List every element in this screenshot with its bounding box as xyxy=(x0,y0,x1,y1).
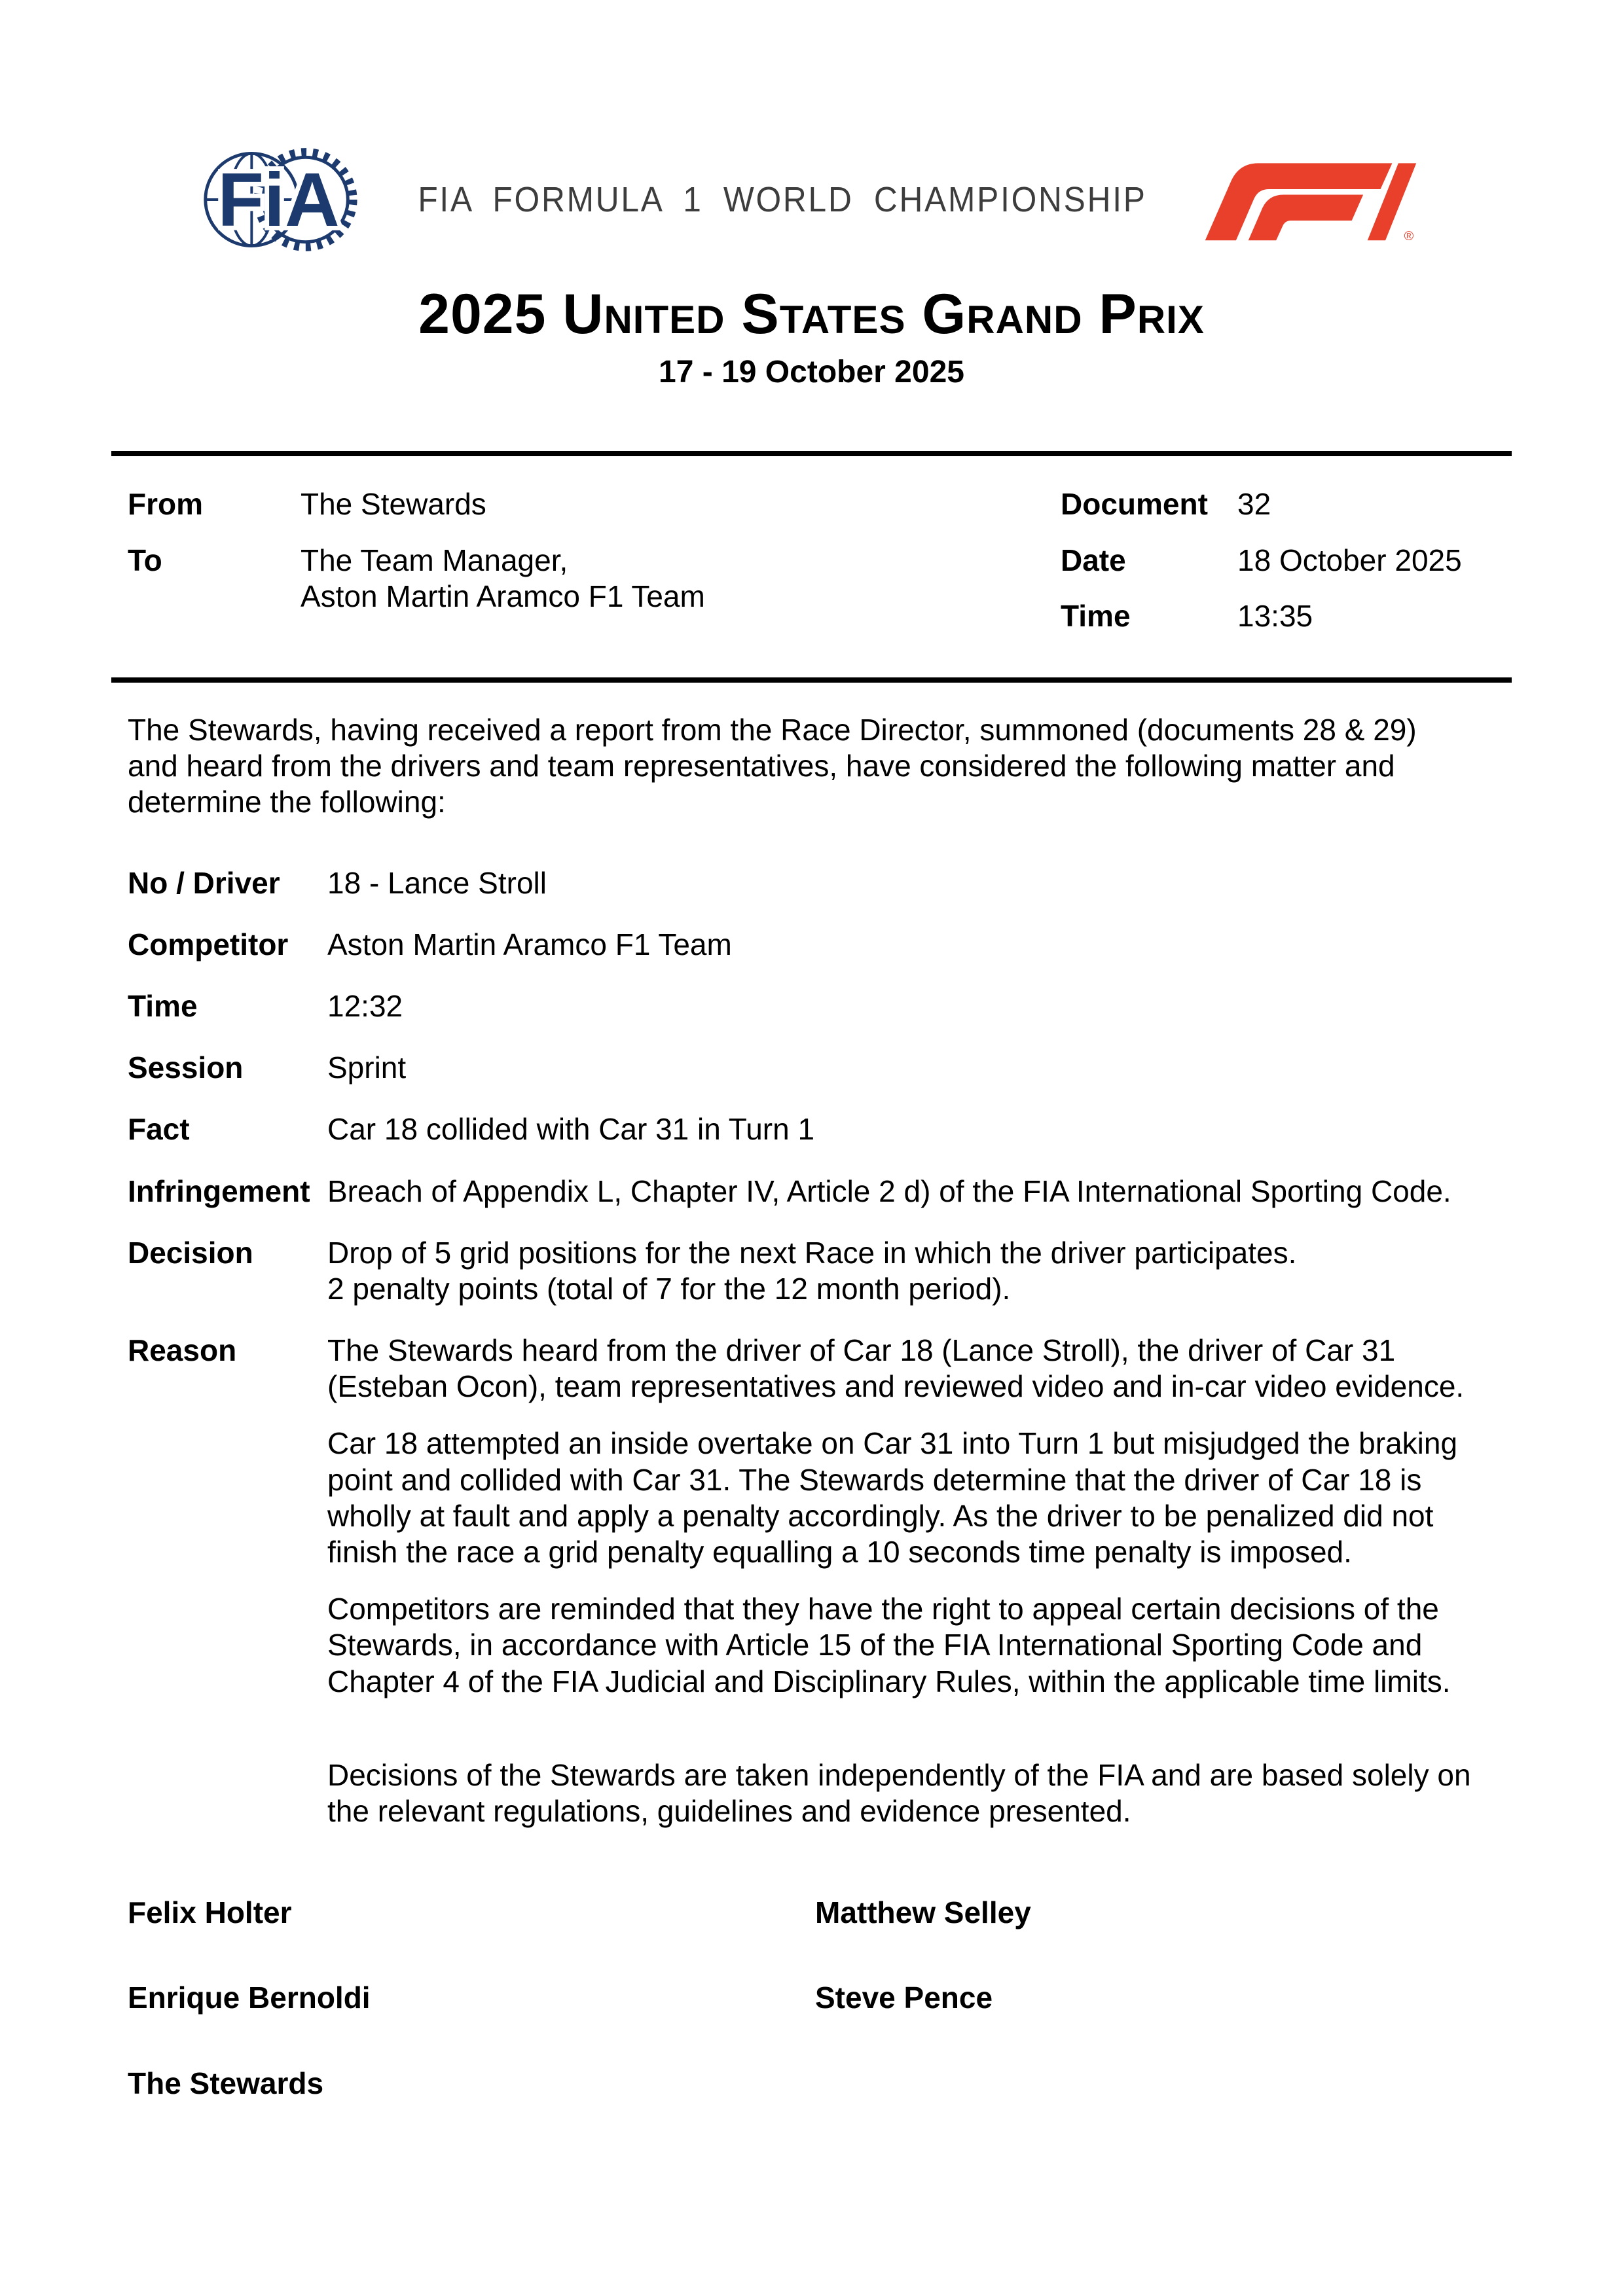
competitor-value: Aston Martin Aramco F1 Team xyxy=(327,927,732,961)
decision-value xyxy=(327,1235,1512,1307)
meta-row-to xyxy=(128,543,1061,615)
decision-fields xyxy=(128,865,1512,1830)
f1-logo-icon xyxy=(1203,156,1419,243)
signature-row-2 xyxy=(128,1980,1512,2016)
to-value xyxy=(301,543,1061,615)
session-label: Session xyxy=(128,1050,244,1085)
championship-title: FIA FORMULA 1 WORLD CHAMPIONSHIP xyxy=(418,179,1147,219)
decision-line-1: Drop of 5 grid positions for the next Race in which the driver participates. xyxy=(327,1235,1297,1270)
date-label: Date xyxy=(1061,543,1126,577)
infringement-value: Breach of Appendix L, Chapter IV, Article 2 d) of the FIA International Sporting Code. xyxy=(327,1174,1451,1208)
decision-label: Decision xyxy=(128,1235,253,1270)
steward-name-enrique-bernoldi: Enrique Bernoldi xyxy=(128,1981,371,2015)
intro-paragraph: The Stewards, having received a report from the Race Director, summoned (documents 28 & 29) and heard from the drivers and team representatives, have considered the following matter and determine the following: xyxy=(128,713,1417,819)
steward-name-felix-holter: Felix Holter xyxy=(128,1895,292,1930)
date-value: 18 October 2025 xyxy=(1237,543,1462,577)
to-label: To xyxy=(128,543,162,577)
infringement-label: Infringement xyxy=(128,1174,310,1208)
fact-label: Fact xyxy=(128,1112,190,1147)
to-value-line2: Aston Martin Aramco F1 Team xyxy=(301,579,705,613)
meta-table-right xyxy=(1061,486,1512,654)
reason-paragraph-3: Competitors are reminded that they have the right to appeal certain decisions of the Stewards, in accordance with Article 15 of the FIA International Sporting Code and Chapter 4 of the FIA Judicial and Disciplinary Rules, within the applicable time limits. xyxy=(327,1592,1451,1698)
document-value: 32 xyxy=(1237,487,1271,522)
meta-table-left xyxy=(128,486,1061,654)
field-row-time xyxy=(128,988,1512,1024)
time-field-label: Time xyxy=(128,988,198,1023)
event-dates: 17 - 19 October 2025 xyxy=(659,354,964,389)
meta-row-document xyxy=(1061,486,1512,522)
title-block xyxy=(111,282,1512,391)
meta-table xyxy=(111,451,1512,683)
from-label: From xyxy=(128,487,203,522)
field-row-no-driver xyxy=(128,865,1512,901)
fia-monogram-text: FiA xyxy=(217,157,340,243)
to-value-line1: The Team Manager, xyxy=(301,543,568,577)
reason-paragraph-2: Car 18 attempted an inside overtake on Car 31 into Turn 1 but misjudged the braking point and collided with Car 31. The Stewards determine that the driver of Car 18 is wholly at fault and apply a penalty accordingly. As the driver to be penalized did not finish the race a grid penalty equalling a 10 seconds time penalty is imposed. xyxy=(327,1426,1458,1570)
fact-value: Car 18 collided with Car 31 in Turn 1 xyxy=(327,1112,815,1147)
reason-value xyxy=(327,1333,1512,1829)
reason-label: Reason xyxy=(128,1333,237,1368)
field-row-reason xyxy=(128,1333,1512,1829)
reason-paragraph-1: The Stewards heard from the driver of Car 18 (Lance Stroll), the driver of Car 31 (Esteban Ocon), team representatives and reviewed video and in-car video evidence. xyxy=(327,1333,1465,1404)
field-row-fact xyxy=(128,1111,1512,1147)
time-value: 13:35 xyxy=(1237,598,1313,633)
from-value: The Stewards xyxy=(301,487,486,522)
meta-row-from xyxy=(128,486,1061,522)
no-driver-label: No / Driver xyxy=(128,865,280,900)
signatures xyxy=(128,1895,1512,2102)
reason-paragraph-4: Decisions of the Stewards are taken independently of the FIA and are based solely on the relevant regulations, guidelines and evidence presented. xyxy=(327,1757,1471,1828)
field-row-infringement xyxy=(128,1174,1512,1210)
meta-row-time xyxy=(1061,598,1512,634)
steward-name-matthew-selley: Matthew Selley xyxy=(815,1895,1031,1930)
signature-row-1 xyxy=(128,1895,1512,1931)
field-row-session xyxy=(128,1050,1512,1086)
field-row-decision xyxy=(128,1235,1512,1307)
no-driver-value: 18 - Lance Stroll xyxy=(327,865,547,900)
signature-closing: The Stewards xyxy=(128,2066,324,2100)
competitor-label: Competitor xyxy=(128,927,289,961)
event-title: 2025 United States Grand Prix xyxy=(418,283,1205,346)
time-label: Time xyxy=(1061,598,1131,633)
meta-row-date xyxy=(1061,543,1512,579)
field-row-competitor xyxy=(128,927,1512,963)
session-value: Sprint xyxy=(327,1050,407,1085)
time-field-value: 12:32 xyxy=(327,988,403,1023)
f1-registered-mark: ® xyxy=(1404,229,1414,243)
fia-logo-icon xyxy=(195,135,362,264)
steward-name-steve-pence: Steve Pence xyxy=(815,1981,993,2015)
document-label: Document xyxy=(1061,487,1208,522)
brand-header xyxy=(111,134,1512,265)
decision-line-2: 2 penalty points (total of 7 for the 12 month period). xyxy=(327,1271,1011,1306)
